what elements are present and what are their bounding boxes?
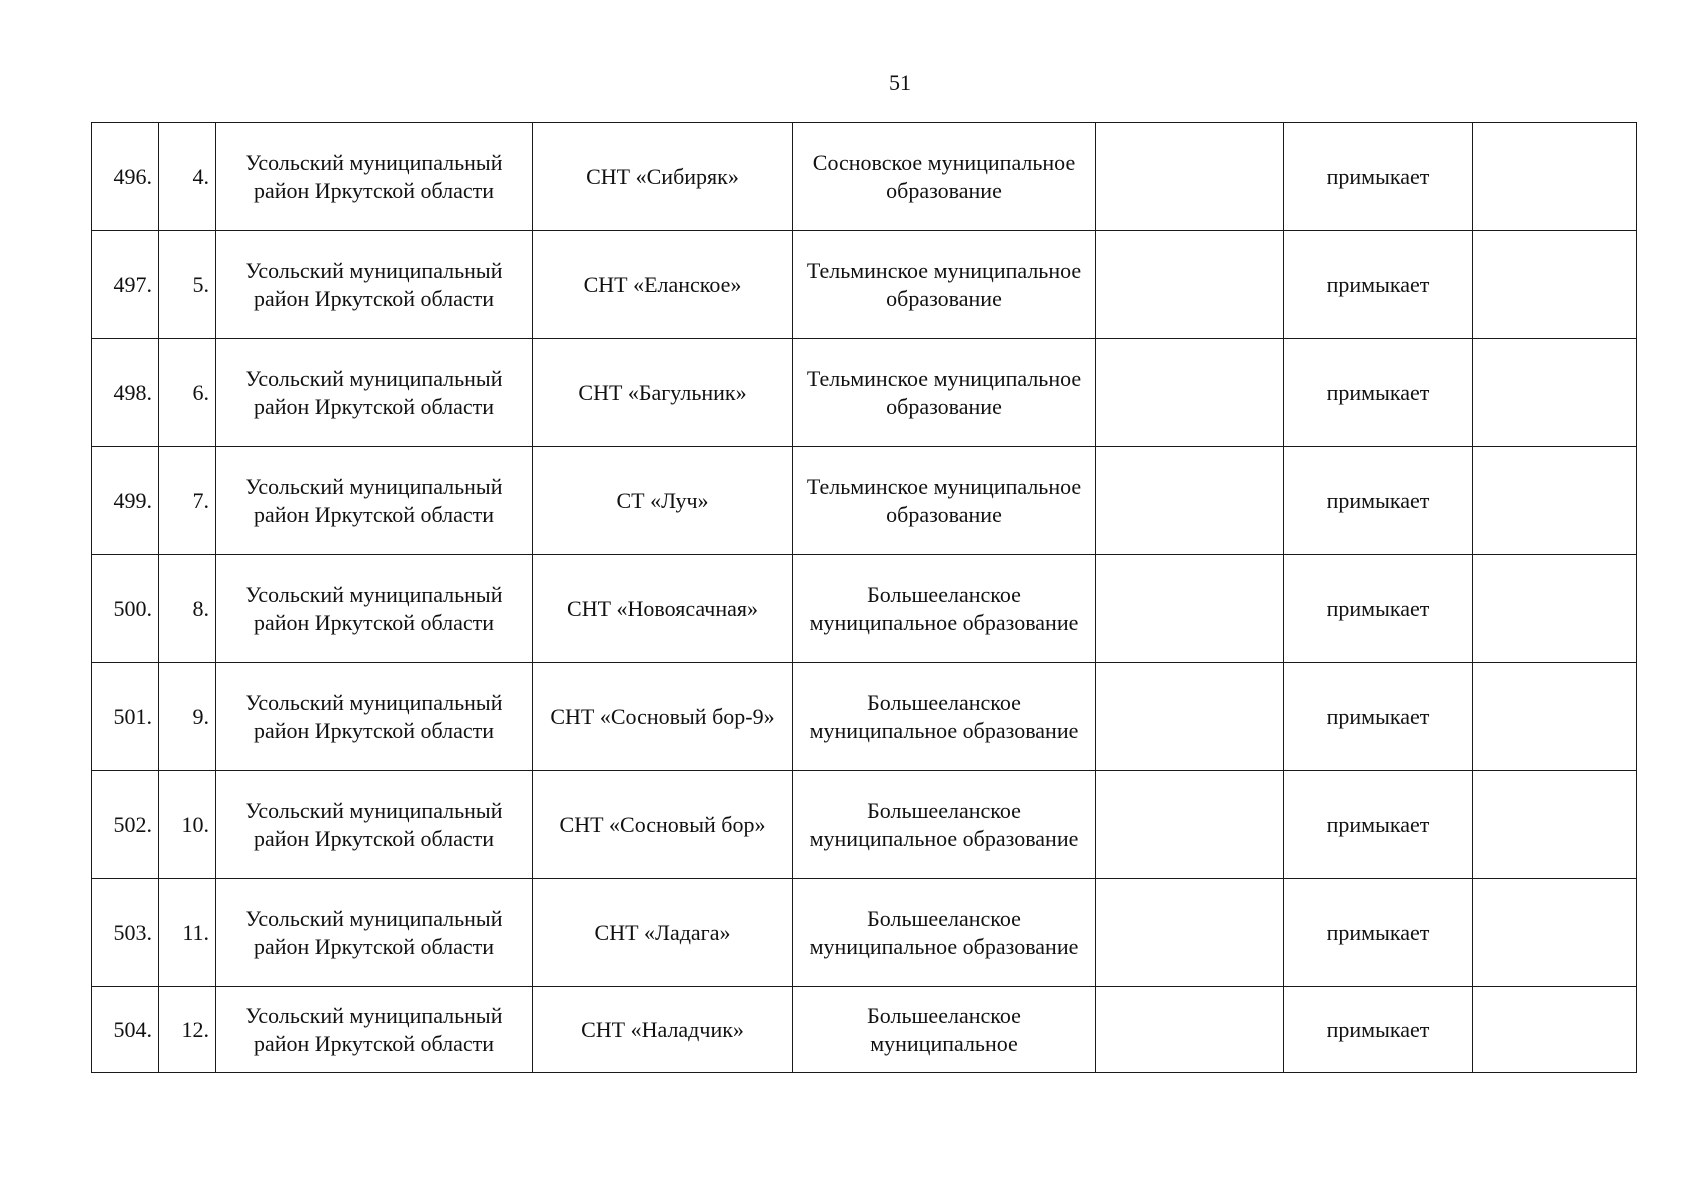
table-row	[92, 339, 1637, 447]
page-number: 51	[889, 70, 911, 95]
row-number: 496.	[92, 123, 159, 231]
row-sub-number: 9.	[159, 663, 216, 771]
table-row	[92, 663, 1637, 771]
table-row	[92, 771, 1637, 879]
municipality-cell: Тельминское муниципальное образование	[793, 339, 1096, 447]
status-cell: примыкает	[1284, 663, 1473, 771]
organization-name-cell: СНТ «Сибиряк»	[533, 123, 793, 231]
empty-cell	[1096, 123, 1284, 231]
district-cell: Усольский муниципальный район Иркутской области	[216, 555, 533, 663]
status-cell: примыкает	[1284, 555, 1473, 663]
row-number: 499.	[92, 447, 159, 555]
organization-name-cell: СНТ «Багульник»	[533, 339, 793, 447]
registry-table	[91, 122, 1637, 1073]
district-cell: Усольский муниципальный район Иркутской области	[216, 663, 533, 771]
empty-cell	[1096, 987, 1284, 1073]
row-sub-number: 8.	[159, 555, 216, 663]
table-row	[92, 447, 1637, 555]
organization-name-cell: СТ «Луч»	[533, 447, 793, 555]
municipality-cell: Большееланское муниципальное образование	[793, 663, 1096, 771]
row-number: 498.	[92, 339, 159, 447]
status-cell: примыкает	[1284, 231, 1473, 339]
note-cell	[1473, 447, 1637, 555]
district-cell: Усольский муниципальный район Иркутской области	[216, 123, 533, 231]
empty-cell	[1096, 663, 1284, 771]
row-number: 497.	[92, 231, 159, 339]
row-sub-number: 4.	[159, 123, 216, 231]
note-cell	[1473, 987, 1637, 1073]
row-number: 501.	[92, 663, 159, 771]
status-cell: примыкает	[1284, 447, 1473, 555]
organization-name-cell: СНТ «Сосновый бор-9»	[533, 663, 793, 771]
municipality-cell: Большееланское муниципальное	[793, 987, 1096, 1073]
municipality-cell: Большееланское муниципальное образование	[793, 555, 1096, 663]
row-sub-number: 10.	[159, 771, 216, 879]
note-cell	[1473, 555, 1637, 663]
note-cell	[1473, 771, 1637, 879]
note-cell	[1473, 663, 1637, 771]
row-number: 500.	[92, 555, 159, 663]
district-cell: Усольский муниципальный район Иркутской области	[216, 447, 533, 555]
row-number: 502.	[92, 771, 159, 879]
organization-name-cell: СНТ «Ладага»	[533, 879, 793, 987]
table-row	[92, 123, 1637, 231]
row-sub-number: 5.	[159, 231, 216, 339]
table-row	[92, 987, 1637, 1073]
note-cell	[1473, 339, 1637, 447]
empty-cell	[1096, 447, 1284, 555]
municipality-cell: Большееланское муниципальное образование	[793, 879, 1096, 987]
row-sub-number: 12.	[159, 987, 216, 1073]
row-number: 504.	[92, 987, 159, 1073]
district-cell: Усольский муниципальный район Иркутской области	[216, 339, 533, 447]
status-cell: примыкает	[1284, 771, 1473, 879]
row-sub-number: 11.	[159, 879, 216, 987]
row-number: 503.	[92, 879, 159, 987]
table-row	[92, 555, 1637, 663]
municipality-cell: Большееланское муниципальное образование	[793, 771, 1096, 879]
organization-name-cell: СНТ «Наладчик»	[533, 987, 793, 1073]
municipality-cell: Тельминское муниципальное образование	[793, 231, 1096, 339]
organization-name-cell: СНТ «Новоясачная»	[533, 555, 793, 663]
district-cell: Усольский муниципальный район Иркутской области	[216, 879, 533, 987]
status-cell: примыкает	[1284, 123, 1473, 231]
note-cell	[1473, 231, 1637, 339]
note-cell	[1473, 123, 1637, 231]
empty-cell	[1096, 555, 1284, 663]
empty-cell	[1096, 231, 1284, 339]
status-cell: примыкает	[1284, 987, 1473, 1073]
empty-cell	[1096, 339, 1284, 447]
municipality-cell: Сосновское муниципальное образование	[793, 123, 1096, 231]
empty-cell	[1096, 879, 1284, 987]
table-row	[92, 231, 1637, 339]
district-cell: Усольский муниципальный район Иркутской области	[216, 987, 533, 1073]
table-row	[92, 879, 1637, 987]
row-sub-number: 7.	[159, 447, 216, 555]
row-sub-number: 6.	[159, 339, 216, 447]
note-cell	[1473, 879, 1637, 987]
district-cell: Усольский муниципальный район Иркутской области	[216, 771, 533, 879]
status-cell: примыкает	[1284, 339, 1473, 447]
organization-name-cell: СНТ «Сосновый бор»	[533, 771, 793, 879]
empty-cell	[1096, 771, 1284, 879]
organization-name-cell: СНТ «Еланское»	[533, 231, 793, 339]
district-cell: Усольский муниципальный район Иркутской области	[216, 231, 533, 339]
status-cell: примыкает	[1284, 879, 1473, 987]
municipality-cell: Тельминское муниципальное образование	[793, 447, 1096, 555]
